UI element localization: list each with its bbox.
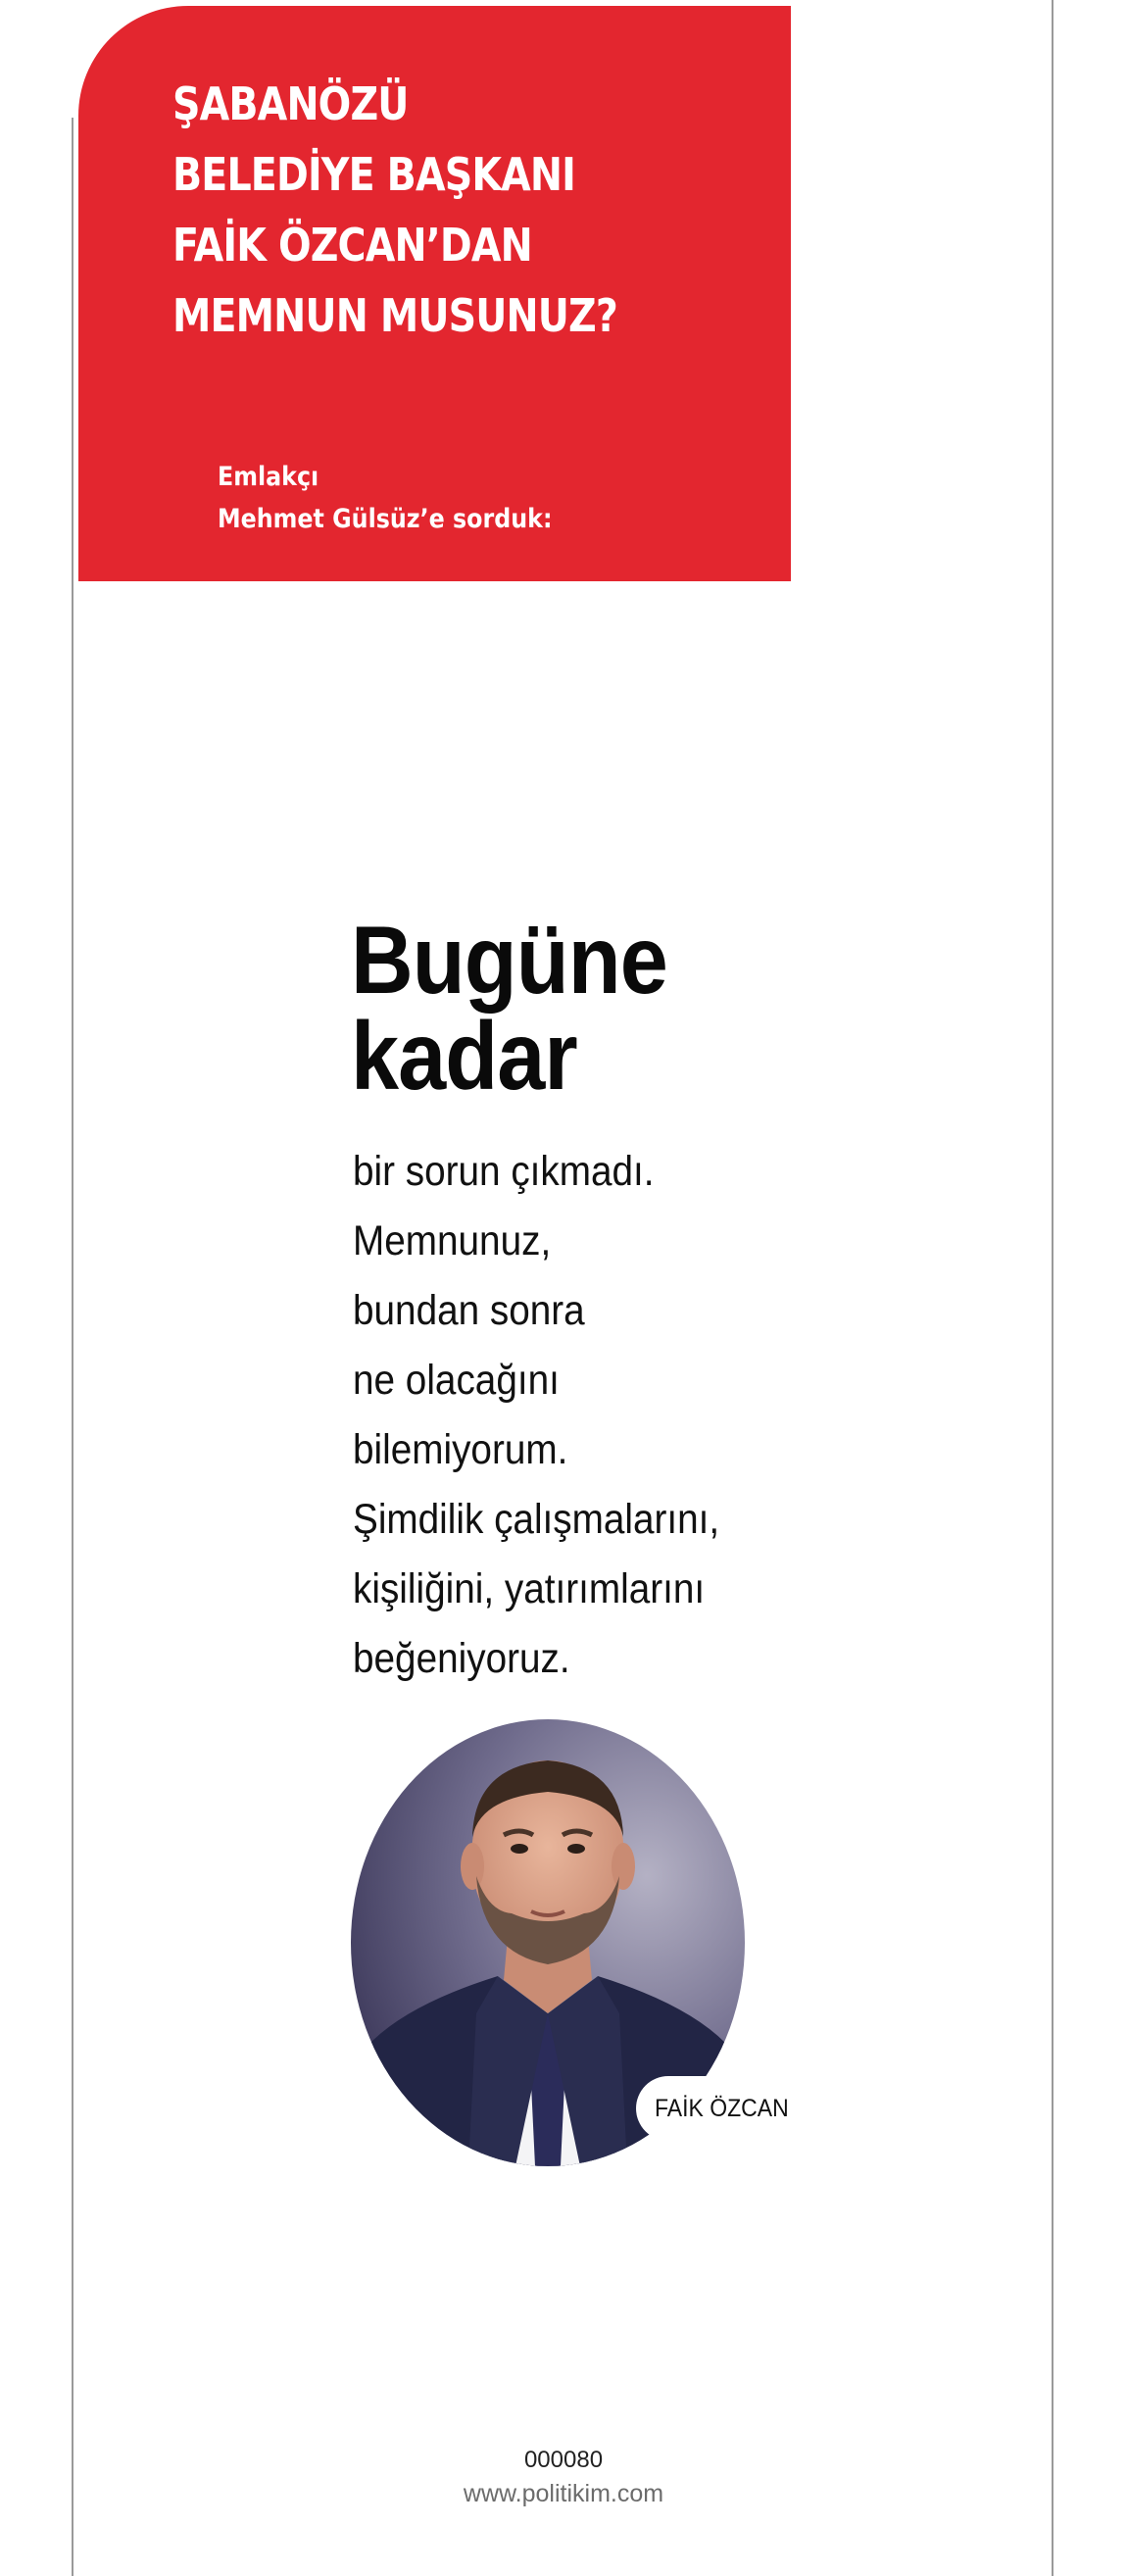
- quote-body-line: Memnunuz,: [353, 1217, 552, 1264]
- headline-line: ŞABANÖZÜ: [172, 77, 409, 130]
- headline-line: FAİK ÖZCAN’DAN: [172, 219, 532, 272]
- footer-website: www.politikim.com: [463, 2480, 664, 2507]
- headline-line: MEMNUN MUSUNUZ?: [172, 289, 617, 342]
- headline-line: BELEDİYE BAŞKANI: [172, 148, 576, 201]
- interviewee-name: Mehmet Gülsüz’e sorduk:: [218, 504, 553, 534]
- quote-body-line: Şimdilik çalışmalarını,: [353, 1496, 720, 1543]
- footer-code: 000080: [523, 2447, 604, 2473]
- quote-body-line: bir sorun çıkmadı.: [353, 1148, 655, 1195]
- interviewee-profession: Emlakçı: [218, 462, 319, 492]
- quote-lead: [351, 906, 667, 1110]
- quote-body-line: beğeniyoruz.: [353, 1635, 570, 1682]
- quote-body: [353, 1137, 719, 1694]
- interviewee-credit: [218, 456, 552, 540]
- portrait-name: FAİK ÖZCAN: [655, 2094, 789, 2122]
- quote-body-line: ne olacağını: [353, 1357, 560, 1404]
- quote-body-line: kişiliğini, yatırımlarını: [353, 1565, 706, 1612]
- quote-lead-line: Bugüne: [351, 906, 667, 1014]
- frame-right-line: [1052, 0, 1054, 2576]
- headline: [172, 69, 617, 351]
- quote-body-line: bilemiyorum.: [353, 1426, 568, 1473]
- frame-left-line: [72, 118, 74, 2576]
- quote-body-line: bundan sonra: [353, 1287, 585, 1334]
- portrait-name-tag: [636, 2076, 808, 2141]
- quote-lead-line: kadar: [351, 1002, 577, 1110]
